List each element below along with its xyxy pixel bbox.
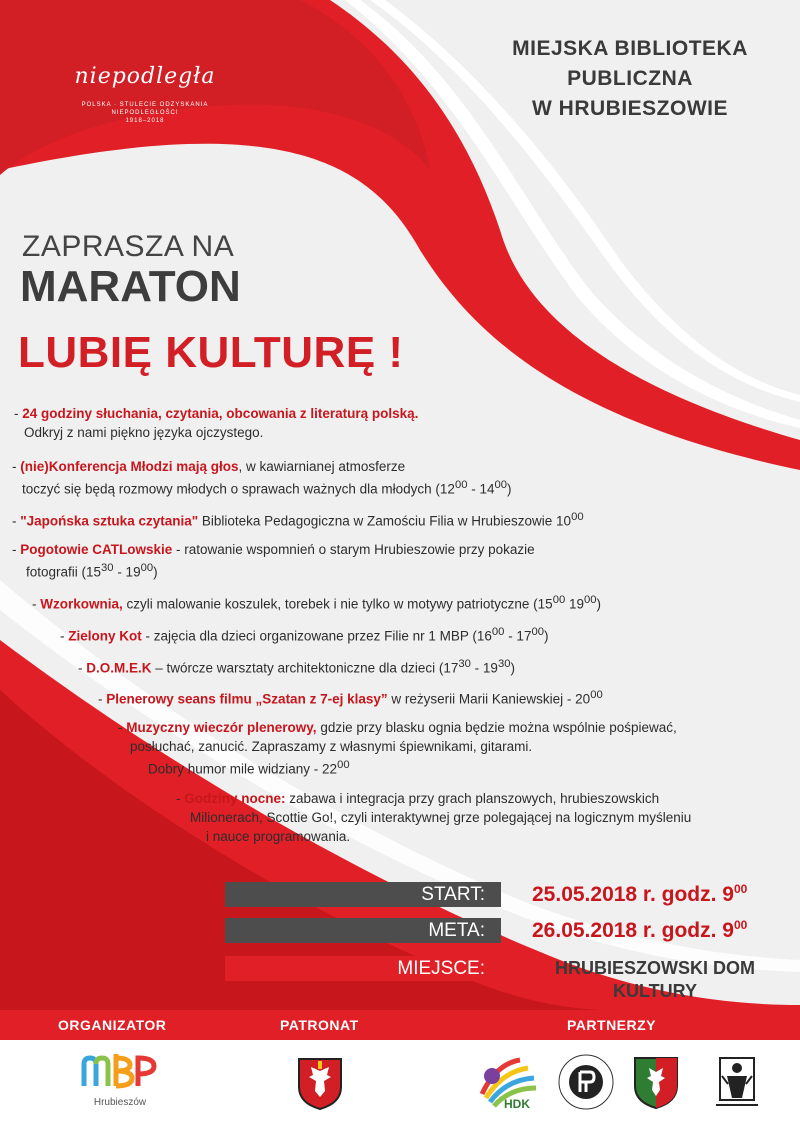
end-time-sup: 00 xyxy=(733,918,748,932)
venue-line-1: HRUBIESZOWSKI DOM xyxy=(555,958,755,978)
end-date-text: 26.05.2018 r. godz. 9 xyxy=(532,919,734,942)
time-sup: 00 xyxy=(337,759,350,771)
time-end: ) xyxy=(596,596,601,612)
partners-label: PARTNERZY xyxy=(567,1017,657,1033)
city-arms-icon xyxy=(633,1056,679,1110)
event-desc-line: Dobry humor mile widziany - 22 xyxy=(148,761,338,777)
hdk-logo-icon xyxy=(476,1054,540,1112)
start-label-bar: START: xyxy=(225,882,501,907)
event-dash: - xyxy=(176,791,185,806)
venue xyxy=(520,957,790,1003)
event-desc-line: i nauce programowania. xyxy=(206,829,351,844)
mbp-city: Hrubieszów xyxy=(93,1097,147,1108)
time-sup: 00 xyxy=(494,479,507,491)
event-desc-line: posłuchać, zanucić. Zapraszamy z własnymi śpiewnikami, gitarami. xyxy=(130,739,533,754)
time-sup: 00 xyxy=(140,562,154,574)
event-desc: - zajęcia dla dzieci organizowane przez Filie nr 1 MBP (16 xyxy=(141,628,492,644)
event-name: 24 godziny słuchania, czytania, obcowania z literaturą polską. xyxy=(22,406,419,421)
time-sup: 30 xyxy=(101,562,114,574)
event-desc: Biblioteka Pedagogiczna w Zamościu Filia w Hrubieszowie 10 xyxy=(198,513,572,529)
library-line-2: PUBLICZNA xyxy=(567,67,693,90)
end-label-bar: META: xyxy=(225,918,501,943)
time-sep: 19 xyxy=(565,596,584,612)
event-desc: - ratowanie wspomnień o starym Hrubieszowie przy pokazie xyxy=(172,542,535,557)
event-name: (nie)Konferencja Młodzi mają głos xyxy=(20,459,239,474)
logo-subtitle xyxy=(60,101,230,125)
event-item-2 xyxy=(12,457,511,499)
event-desc-line: toczyć się będą rozmowy młodych o sprawach ważnych dla młodych (12 xyxy=(22,481,455,497)
event-name: Godziny nocne: xyxy=(184,791,286,806)
event-name: D.O.M.E.K xyxy=(86,660,152,676)
event-item-5 xyxy=(32,591,601,614)
time-sup: 30 xyxy=(458,658,471,670)
event-name: Zielony Kot xyxy=(68,628,142,644)
time-sup: 00 xyxy=(552,594,566,606)
library-line-3: W HRUBIESZOWIE xyxy=(532,97,728,120)
mbp-logo xyxy=(80,1052,160,1108)
event-name: Pogotowie CATLowskie xyxy=(20,542,173,557)
event-dash: - xyxy=(118,720,127,735)
event-dash: - xyxy=(32,596,41,612)
event-desc-line: fotografii (15 xyxy=(26,564,102,580)
library-line-1: MIEJSKA BIBLIOTEKA xyxy=(512,37,748,60)
event-item-10 xyxy=(176,789,691,846)
time-sup: 00 xyxy=(590,689,603,701)
logo-sub-2: NIEPODLEGŁOŚCI xyxy=(111,110,179,116)
time-sep: - 14 xyxy=(467,481,495,497)
event-dash: - xyxy=(60,628,69,644)
organizer-label: ORGANIZATOR xyxy=(58,1017,167,1033)
venue-line-2: KULTURY xyxy=(613,981,697,1001)
event-item-6 xyxy=(60,623,548,646)
maraton-heading: MARATON xyxy=(20,262,241,311)
event-desc: w reżyserii Marii Kaniewskiej - 20 xyxy=(387,691,591,707)
pedagogical-library-logo-icon xyxy=(556,1052,616,1112)
event-title: LUBIĘ KULTURĘ ! xyxy=(18,328,404,377)
logo-sub-3: 1918–2018 xyxy=(125,118,165,124)
patron-label: PATRONAT xyxy=(280,1017,359,1033)
time-end: ) xyxy=(510,660,515,676)
time-sup: 30 xyxy=(497,658,511,670)
event-desc: czyli malowanie koszulek, torebek i nie tylko w motywy patriotyczne (15 xyxy=(122,596,553,612)
event-name: Muzyczny wieczór plenerowy, xyxy=(126,720,317,735)
time-sup: 00 xyxy=(583,594,597,606)
time-sep: - 19 xyxy=(470,660,498,676)
event-desc: gdzie przy blasku ognia będzie można wspólnie pośpiewać, xyxy=(316,720,677,735)
event-item-1 xyxy=(14,404,418,442)
end-date xyxy=(532,918,747,943)
event-dash: - xyxy=(14,406,23,421)
invite-text: ZAPRASZA NA xyxy=(22,230,235,263)
event-name: Plenerowy seans filmu „Szatan z 7-ej klasy” xyxy=(106,691,388,707)
library-name xyxy=(470,34,790,124)
event-item-3 xyxy=(12,508,584,531)
event-name: Wzorkownia, xyxy=(40,596,123,612)
start-date-text: 25.05.2018 r. godz. 9 xyxy=(532,883,734,906)
event-item-7 xyxy=(78,655,515,678)
time-sup: 00 xyxy=(571,511,584,523)
time-sep: - 19 xyxy=(113,564,141,580)
hdk-text: HDK xyxy=(504,1097,530,1111)
time-sup: 00 xyxy=(454,479,468,491)
coat-of-arms-icon xyxy=(297,1057,343,1111)
place-label-bar: MIEJSCE: xyxy=(225,956,501,981)
theatre-logo-icon xyxy=(712,1054,762,1112)
time-end: ) xyxy=(543,628,549,644)
event-item-9 xyxy=(118,718,677,779)
event-dash: - xyxy=(98,691,107,707)
event-desc: zabawa i integracja przy grach planszowych, hrubieszowskich xyxy=(285,791,660,806)
event-desc: , w kawiarnianej atmosferze xyxy=(238,459,406,474)
event-item-4 xyxy=(12,540,535,582)
event-dash: - xyxy=(78,660,87,676)
time-sup: 00 xyxy=(491,626,505,638)
time-end: ) xyxy=(153,564,158,580)
event-desc: Odkryj z nami piękno języka ojczystego. xyxy=(24,425,264,440)
logo-script: niepodległa xyxy=(74,64,216,89)
event-desc-line: Milionerach, Scottie Go!, czyli interaktywnej grze polegającej na logicznym myśleniu xyxy=(190,810,692,825)
event-item-8 xyxy=(98,686,603,709)
time-sup: 00 xyxy=(531,626,544,638)
time-end: ) xyxy=(506,481,512,497)
event-name: "Japońska sztuka czytania" xyxy=(20,513,199,529)
start-time-sup: 00 xyxy=(733,882,748,896)
logo-sub-1: POLSKA · STULECIE ODZYSKANIA xyxy=(81,102,209,108)
niepodlegla-logo xyxy=(60,64,230,125)
mbp-logo-icon xyxy=(80,1052,160,1090)
start-date xyxy=(532,882,747,907)
time-sep: - 17 xyxy=(504,628,532,644)
event-desc: – twórcze warsztaty architektoniczne dla dzieci (17 xyxy=(151,660,459,676)
event-dash: - xyxy=(12,459,21,474)
event-dash: - xyxy=(12,513,21,529)
event-dash: - xyxy=(12,542,21,557)
